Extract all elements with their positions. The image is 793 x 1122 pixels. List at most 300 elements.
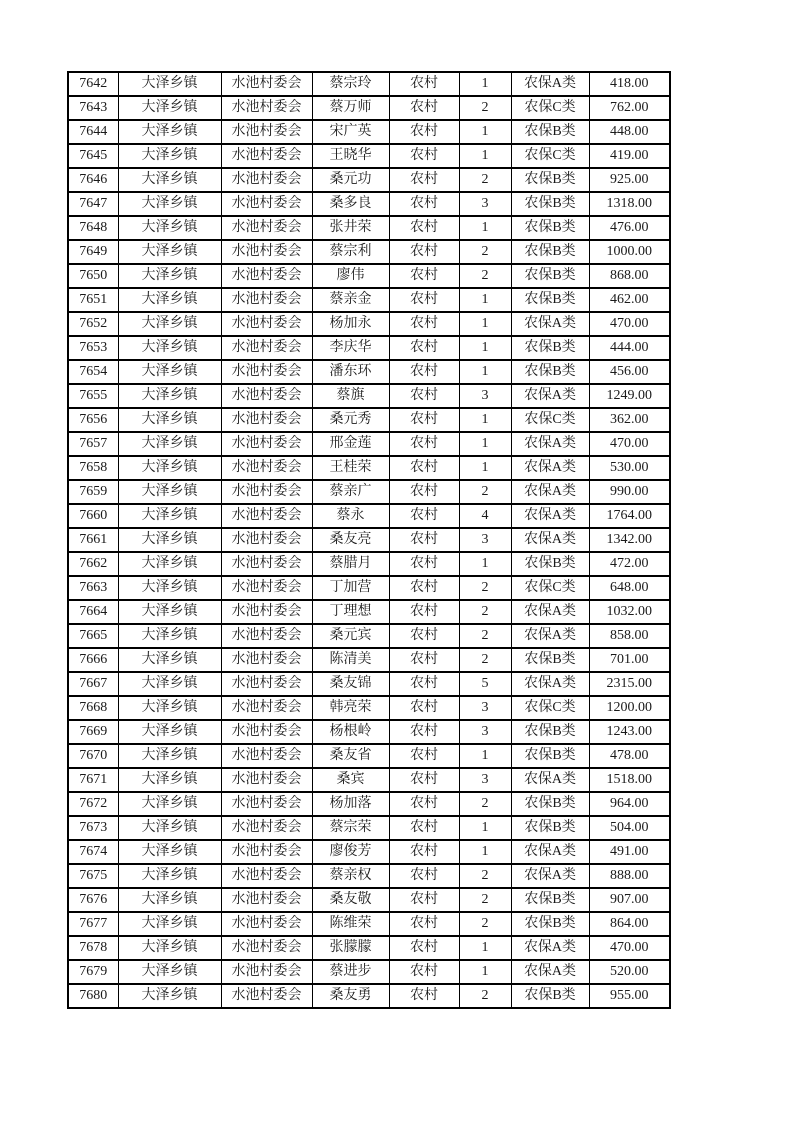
amount-cell: 925.00 [589, 168, 670, 192]
amount-cell: 419.00 [589, 144, 670, 168]
serial-number-cell: 7660 [68, 504, 118, 528]
person-name-cell: 陈清美 [312, 648, 389, 672]
person-count-cell: 1 [459, 936, 511, 960]
amount-cell: 868.00 [589, 264, 670, 288]
residence-type-cell: 农村 [389, 192, 459, 216]
town-cell: 大泽乡镇 [118, 792, 221, 816]
residence-type-cell: 农村 [389, 792, 459, 816]
insurance-category-cell: 农保C类 [511, 144, 589, 168]
amount-cell: 1000.00 [589, 240, 670, 264]
town-cell: 大泽乡镇 [118, 336, 221, 360]
table-row [68, 96, 670, 120]
insurance-category-cell: 农保A类 [511, 480, 589, 504]
town-cell: 大泽乡镇 [118, 264, 221, 288]
amount-cell: 701.00 [589, 648, 670, 672]
person-count-cell: 3 [459, 384, 511, 408]
person-name-cell: 桑友亮 [312, 528, 389, 552]
town-cell: 大泽乡镇 [118, 936, 221, 960]
insurance-category-cell: 农保A类 [511, 936, 589, 960]
serial-number-cell: 7649 [68, 240, 118, 264]
village-committee-cell: 水池村委会 [221, 624, 312, 648]
table-row [68, 792, 670, 816]
person-name-cell: 桑友敬 [312, 888, 389, 912]
residence-type-cell: 农村 [389, 240, 459, 264]
amount-cell: 955.00 [589, 984, 670, 1008]
residence-type-cell: 农村 [389, 960, 459, 984]
serial-number-cell: 7651 [68, 288, 118, 312]
person-count-cell: 3 [459, 720, 511, 744]
amount-cell: 964.00 [589, 792, 670, 816]
insurance-category-cell: 农保A类 [511, 312, 589, 336]
town-cell: 大泽乡镇 [118, 312, 221, 336]
village-committee-cell: 水池村委会 [221, 792, 312, 816]
table-row [68, 912, 670, 936]
village-committee-cell: 水池村委会 [221, 192, 312, 216]
person-count-cell: 2 [459, 888, 511, 912]
person-count-cell: 4 [459, 504, 511, 528]
table-row [68, 288, 670, 312]
town-cell: 大泽乡镇 [118, 288, 221, 312]
person-count-cell: 1 [459, 144, 511, 168]
village-committee-cell: 水池村委会 [221, 960, 312, 984]
insurance-category-cell: 农保B类 [511, 912, 589, 936]
insurance-category-cell: 农保B类 [511, 336, 589, 360]
table-row [68, 984, 670, 1008]
table-row [68, 672, 670, 696]
amount-cell: 888.00 [589, 864, 670, 888]
village-committee-cell: 水池村委会 [221, 168, 312, 192]
insurance-category-cell: 农保B类 [511, 792, 589, 816]
insurance-category-cell: 农保B类 [511, 648, 589, 672]
person-name-cell: 丁加营 [312, 576, 389, 600]
serial-number-cell: 7663 [68, 576, 118, 600]
insurance-category-cell: 农保B类 [511, 984, 589, 1008]
person-count-cell: 1 [459, 120, 511, 144]
village-committee-cell: 水池村委会 [221, 600, 312, 624]
amount-cell: 448.00 [589, 120, 670, 144]
town-cell: 大泽乡镇 [118, 96, 221, 120]
person-name-cell: 张朦朦 [312, 936, 389, 960]
village-committee-cell: 水池村委会 [221, 312, 312, 336]
village-committee-cell: 水池村委会 [221, 576, 312, 600]
residence-type-cell: 农村 [389, 384, 459, 408]
village-committee-cell: 水池村委会 [221, 432, 312, 456]
residence-type-cell: 农村 [389, 744, 459, 768]
town-cell: 大泽乡镇 [118, 432, 221, 456]
residence-type-cell: 农村 [389, 360, 459, 384]
serial-number-cell: 7645 [68, 144, 118, 168]
table-row [68, 504, 670, 528]
person-count-cell: 1 [459, 336, 511, 360]
village-committee-cell: 水池村委会 [221, 216, 312, 240]
insurance-category-cell: 农保A类 [511, 672, 589, 696]
person-name-cell: 丁理想 [312, 600, 389, 624]
insurance-category-cell: 农保A类 [511, 432, 589, 456]
serial-number-cell: 7665 [68, 624, 118, 648]
person-count-cell: 1 [459, 960, 511, 984]
village-committee-cell: 水池村委会 [221, 648, 312, 672]
serial-number-cell: 7679 [68, 960, 118, 984]
village-committee-cell: 水池村委会 [221, 936, 312, 960]
town-cell: 大泽乡镇 [118, 576, 221, 600]
person-name-cell: 张井荣 [312, 216, 389, 240]
village-committee-cell: 水池村委会 [221, 744, 312, 768]
town-cell: 大泽乡镇 [118, 912, 221, 936]
person-name-cell: 蔡宗玲 [312, 72, 389, 96]
amount-cell: 1764.00 [589, 504, 670, 528]
town-cell: 大泽乡镇 [118, 72, 221, 96]
serial-number-cell: 7658 [68, 456, 118, 480]
village-committee-cell: 水池村委会 [221, 72, 312, 96]
insurance-category-cell: 农保C类 [511, 576, 589, 600]
serial-number-cell: 7657 [68, 432, 118, 456]
village-committee-cell: 水池村委会 [221, 144, 312, 168]
amount-cell: 858.00 [589, 624, 670, 648]
amount-cell: 470.00 [589, 936, 670, 960]
residence-type-cell: 农村 [389, 936, 459, 960]
insurance-category-cell: 农保B类 [511, 744, 589, 768]
insurance-category-cell: 农保A类 [511, 456, 589, 480]
town-cell: 大泽乡镇 [118, 888, 221, 912]
table-row [68, 864, 670, 888]
table-row [68, 576, 670, 600]
insurance-category-cell: 农保B类 [511, 168, 589, 192]
village-committee-cell: 水池村委会 [221, 408, 312, 432]
town-cell: 大泽乡镇 [118, 240, 221, 264]
person-name-cell: 蔡万师 [312, 96, 389, 120]
serial-number-cell: 7672 [68, 792, 118, 816]
amount-cell: 476.00 [589, 216, 670, 240]
person-count-cell: 1 [459, 816, 511, 840]
person-name-cell: 桑友省 [312, 744, 389, 768]
town-cell: 大泽乡镇 [118, 744, 221, 768]
person-count-cell: 2 [459, 96, 511, 120]
residence-type-cell: 农村 [389, 648, 459, 672]
person-count-cell: 2 [459, 480, 511, 504]
amount-cell: 2315.00 [589, 672, 670, 696]
residence-type-cell: 农村 [389, 888, 459, 912]
village-committee-cell: 水池村委会 [221, 264, 312, 288]
village-committee-cell: 水池村委会 [221, 480, 312, 504]
village-committee-cell: 水池村委会 [221, 816, 312, 840]
amount-cell: 491.00 [589, 840, 670, 864]
amount-cell: 444.00 [589, 336, 670, 360]
table-row [68, 240, 670, 264]
amount-cell: 907.00 [589, 888, 670, 912]
village-committee-cell: 水池村委会 [221, 840, 312, 864]
town-cell: 大泽乡镇 [118, 672, 221, 696]
residence-type-cell: 农村 [389, 768, 459, 792]
table-row [68, 528, 670, 552]
table-row [68, 600, 670, 624]
town-cell: 大泽乡镇 [118, 768, 221, 792]
amount-cell: 1200.00 [589, 696, 670, 720]
person-count-cell: 3 [459, 192, 511, 216]
insurance-category-cell: 农保B类 [511, 888, 589, 912]
person-count-cell: 1 [459, 216, 511, 240]
insurance-category-cell: 农保A类 [511, 960, 589, 984]
person-count-cell: 5 [459, 672, 511, 696]
insurance-category-cell: 农保C类 [511, 696, 589, 720]
insurance-category-cell: 农保C类 [511, 96, 589, 120]
residence-type-cell: 农村 [389, 432, 459, 456]
residence-type-cell: 农村 [389, 336, 459, 360]
table-row [68, 888, 670, 912]
residence-type-cell: 农村 [389, 528, 459, 552]
serial-number-cell: 7647 [68, 192, 118, 216]
residence-type-cell: 农村 [389, 144, 459, 168]
village-committee-cell: 水池村委会 [221, 288, 312, 312]
person-count-cell: 1 [459, 552, 511, 576]
village-committee-cell: 水池村委会 [221, 696, 312, 720]
residence-type-cell: 农村 [389, 696, 459, 720]
amount-cell: 530.00 [589, 456, 670, 480]
insurance-category-cell: 农保A类 [511, 72, 589, 96]
person-name-cell: 李庆华 [312, 336, 389, 360]
table-body [68, 72, 670, 1008]
residence-type-cell: 农村 [389, 264, 459, 288]
serial-number-cell: 7673 [68, 816, 118, 840]
insurance-category-cell: 农保A类 [511, 600, 589, 624]
person-count-cell: 2 [459, 576, 511, 600]
person-name-cell: 蔡进步 [312, 960, 389, 984]
residence-type-cell: 农村 [389, 456, 459, 480]
town-cell: 大泽乡镇 [118, 840, 221, 864]
amount-cell: 990.00 [589, 480, 670, 504]
town-cell: 大泽乡镇 [118, 456, 221, 480]
payment-table [67, 71, 671, 1009]
serial-number-cell: 7644 [68, 120, 118, 144]
table-row [68, 144, 670, 168]
serial-number-cell: 7670 [68, 744, 118, 768]
residence-type-cell: 农村 [389, 864, 459, 888]
serial-number-cell: 7656 [68, 408, 118, 432]
table-row [68, 408, 670, 432]
town-cell: 大泽乡镇 [118, 720, 221, 744]
town-cell: 大泽乡镇 [118, 144, 221, 168]
residence-type-cell: 农村 [389, 720, 459, 744]
village-committee-cell: 水池村委会 [221, 768, 312, 792]
town-cell: 大泽乡镇 [118, 192, 221, 216]
person-count-cell: 2 [459, 864, 511, 888]
amount-cell: 470.00 [589, 432, 670, 456]
serial-number-cell: 7671 [68, 768, 118, 792]
amount-cell: 470.00 [589, 312, 670, 336]
person-count-cell: 1 [459, 456, 511, 480]
town-cell: 大泽乡镇 [118, 600, 221, 624]
person-name-cell: 廖俊芳 [312, 840, 389, 864]
insurance-category-cell: 农保B类 [511, 192, 589, 216]
serial-number-cell: 7652 [68, 312, 118, 336]
table-row [68, 624, 670, 648]
insurance-category-cell: 农保B类 [511, 816, 589, 840]
town-cell: 大泽乡镇 [118, 408, 221, 432]
insurance-category-cell: 农保B类 [511, 120, 589, 144]
table-row [68, 264, 670, 288]
person-count-cell: 1 [459, 744, 511, 768]
amount-cell: 478.00 [589, 744, 670, 768]
table-row [68, 480, 670, 504]
village-committee-cell: 水池村委会 [221, 456, 312, 480]
person-name-cell: 蔡亲权 [312, 864, 389, 888]
town-cell: 大泽乡镇 [118, 504, 221, 528]
person-name-cell: 蔡宗荣 [312, 816, 389, 840]
person-name-cell: 王桂荣 [312, 456, 389, 480]
town-cell: 大泽乡镇 [118, 816, 221, 840]
person-count-cell: 1 [459, 288, 511, 312]
serial-number-cell: 7677 [68, 912, 118, 936]
serial-number-cell: 7678 [68, 936, 118, 960]
table-row [68, 456, 670, 480]
person-name-cell: 杨加落 [312, 792, 389, 816]
person-name-cell: 桑元宾 [312, 624, 389, 648]
table-row [68, 192, 670, 216]
serial-number-cell: 7659 [68, 480, 118, 504]
table-row [68, 384, 670, 408]
person-count-cell: 1 [459, 360, 511, 384]
table-row [68, 936, 670, 960]
amount-cell: 864.00 [589, 912, 670, 936]
town-cell: 大泽乡镇 [118, 648, 221, 672]
amount-cell: 1318.00 [589, 192, 670, 216]
insurance-category-cell: 农保B类 [511, 552, 589, 576]
village-committee-cell: 水池村委会 [221, 864, 312, 888]
table-row [68, 336, 670, 360]
town-cell: 大泽乡镇 [118, 696, 221, 720]
village-committee-cell: 水池村委会 [221, 504, 312, 528]
person-name-cell: 宋广英 [312, 120, 389, 144]
serial-number-cell: 7674 [68, 840, 118, 864]
town-cell: 大泽乡镇 [118, 624, 221, 648]
serial-number-cell: 7680 [68, 984, 118, 1008]
residence-type-cell: 农村 [389, 624, 459, 648]
residence-type-cell: 农村 [389, 504, 459, 528]
person-name-cell: 蔡亲广 [312, 480, 389, 504]
table-row [68, 696, 670, 720]
village-committee-cell: 水池村委会 [221, 984, 312, 1008]
person-count-cell: 2 [459, 792, 511, 816]
table-row [68, 960, 670, 984]
amount-cell: 1518.00 [589, 768, 670, 792]
amount-cell: 362.00 [589, 408, 670, 432]
person-name-cell: 蔡宗利 [312, 240, 389, 264]
residence-type-cell: 农村 [389, 480, 459, 504]
person-name-cell: 蔡腊月 [312, 552, 389, 576]
person-name-cell: 桑友锦 [312, 672, 389, 696]
residence-type-cell: 农村 [389, 576, 459, 600]
village-committee-cell: 水池村委会 [221, 888, 312, 912]
insurance-category-cell: 农保A类 [511, 624, 589, 648]
residence-type-cell: 农村 [389, 984, 459, 1008]
serial-number-cell: 7669 [68, 720, 118, 744]
residence-type-cell: 农村 [389, 552, 459, 576]
insurance-category-cell: 农保A类 [511, 864, 589, 888]
person-name-cell: 蔡旗 [312, 384, 389, 408]
amount-cell: 1243.00 [589, 720, 670, 744]
serial-number-cell: 7676 [68, 888, 118, 912]
village-committee-cell: 水池村委会 [221, 720, 312, 744]
person-count-cell: 2 [459, 912, 511, 936]
serial-number-cell: 7654 [68, 360, 118, 384]
residence-type-cell: 农村 [389, 216, 459, 240]
insurance-category-cell: 农保B类 [511, 720, 589, 744]
table-row [68, 648, 670, 672]
insurance-category-cell: 农保C类 [511, 408, 589, 432]
village-committee-cell: 水池村委会 [221, 240, 312, 264]
insurance-category-cell: 农保B类 [511, 264, 589, 288]
insurance-category-cell: 农保B类 [511, 216, 589, 240]
village-committee-cell: 水池村委会 [221, 528, 312, 552]
residence-type-cell: 农村 [389, 96, 459, 120]
person-count-cell: 1 [459, 72, 511, 96]
serial-number-cell: 7666 [68, 648, 118, 672]
person-name-cell: 邢金莲 [312, 432, 389, 456]
insurance-category-cell: 农保A类 [511, 768, 589, 792]
table-row [68, 744, 670, 768]
serial-number-cell: 7650 [68, 264, 118, 288]
person-count-cell: 3 [459, 696, 511, 720]
town-cell: 大泽乡镇 [118, 216, 221, 240]
person-name-cell: 韩亮荣 [312, 696, 389, 720]
insurance-category-cell: 农保A类 [511, 384, 589, 408]
person-count-cell: 3 [459, 528, 511, 552]
town-cell: 大泽乡镇 [118, 120, 221, 144]
residence-type-cell: 农村 [389, 600, 459, 624]
amount-cell: 418.00 [589, 72, 670, 96]
person-name-cell: 潘东环 [312, 360, 389, 384]
residence-type-cell: 农村 [389, 120, 459, 144]
town-cell: 大泽乡镇 [118, 528, 221, 552]
table-row [68, 360, 670, 384]
table-row [68, 312, 670, 336]
town-cell: 大泽乡镇 [118, 480, 221, 504]
town-cell: 大泽乡镇 [118, 864, 221, 888]
village-committee-cell: 水池村委会 [221, 120, 312, 144]
table-row [68, 168, 670, 192]
village-committee-cell: 水池村委会 [221, 96, 312, 120]
table-row [68, 432, 670, 456]
serial-number-cell: 7662 [68, 552, 118, 576]
insurance-category-cell: 农保B类 [511, 288, 589, 312]
person-name-cell: 陈维荣 [312, 912, 389, 936]
insurance-category-cell: 农保A类 [511, 528, 589, 552]
person-name-cell: 王晓华 [312, 144, 389, 168]
amount-cell: 648.00 [589, 576, 670, 600]
amount-cell: 762.00 [589, 96, 670, 120]
serial-number-cell: 7668 [68, 696, 118, 720]
serial-number-cell: 7646 [68, 168, 118, 192]
person-name-cell: 蔡亲金 [312, 288, 389, 312]
serial-number-cell: 7664 [68, 600, 118, 624]
village-committee-cell: 水池村委会 [221, 552, 312, 576]
residence-type-cell: 农村 [389, 840, 459, 864]
person-count-cell: 3 [459, 768, 511, 792]
village-committee-cell: 水池村委会 [221, 384, 312, 408]
village-committee-cell: 水池村委会 [221, 336, 312, 360]
person-name-cell: 桑宾 [312, 768, 389, 792]
person-count-cell: 1 [459, 312, 511, 336]
person-name-cell: 蔡永 [312, 504, 389, 528]
insurance-category-cell: 农保B类 [511, 360, 589, 384]
amount-cell: 456.00 [589, 360, 670, 384]
person-name-cell: 杨加永 [312, 312, 389, 336]
amount-cell: 1249.00 [589, 384, 670, 408]
amount-cell: 472.00 [589, 552, 670, 576]
serial-number-cell: 7661 [68, 528, 118, 552]
person-count-cell: 2 [459, 168, 511, 192]
table-row [68, 816, 670, 840]
person-name-cell: 桑友勇 [312, 984, 389, 1008]
